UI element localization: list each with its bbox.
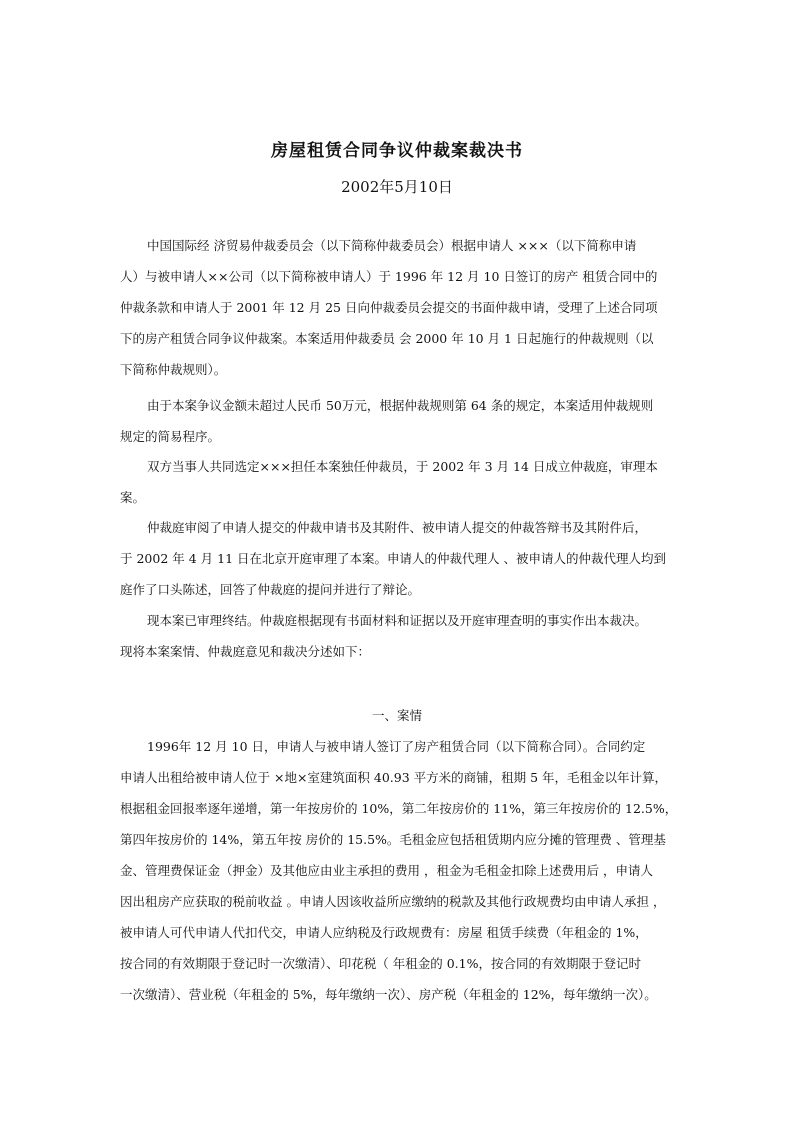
intro-line: 人）与被申请人××公司（以下简称被申请人）于 1996 年 12 月 10 日签订的房产 租赁合同中的: [120, 269, 658, 284]
case-line: 一次缴清）、营业税（年租金的 5%，每年缴纳一次）、房产税（年租金的 12%，每年缴纳一次）。: [120, 987, 657, 1002]
intro-line: 于 2002 年 4 月 11 日在北京开庭审理了本案。申请人的仲裁代理人 、被申请人的仲裁代理人均到: [120, 551, 666, 566]
intro-line: 中国国际经 济贸易仲裁委员会（以下简称仲裁委员会）根据申请人 ×××（以下简称申请: [147, 238, 637, 253]
case-line: 申请人出租给被申请人位于 ×地×室建筑面积 40.93 平方米的商铺，租期 5 年，毛租金以年计算，: [120, 770, 668, 785]
document-title: 房屋租赁合同争议仲裁案裁决书: [271, 141, 523, 161]
intro-line: 规定的简易程序。: [120, 429, 221, 444]
case-line: 因出租房产应获取的税前收益 。申请人因该收益所应缴纳的税款及其他行政规费均由申请人承担 ，: [120, 894, 666, 909]
intro-line: 庭作了口头陈述，回答了仲裁庭的提问并进行了辩论。: [120, 582, 421, 597]
case-line: 金、管理费保证金（押金）及其他应由业主承担的费用 ，租金为毛租金扣除上述费用后 ，申请人: [120, 863, 653, 878]
intro-line: 仲裁条款和申请人于 2001 年 12 月 25 日向仲裁委员会提交的书面仲裁申请，受理了上述合同项: [120, 300, 658, 315]
case-line: 按合同的有效期限于登记时一次缴清）、印花税（ 年租金的 0.1%，按合同的有效期限于登记时: [120, 956, 641, 971]
case-line: 1996年 12 月 10 日，申请人与被申请人签订了房产租赁合同（以下简称合同）。合同约定: [147, 739, 646, 754]
case-line: 根据租金回报率逐年递增，第一年按房价的 10%，第二年按房价的 11%，第三年按房价的 12.5%，: [120, 801, 678, 816]
intro-line: 由于本案争议金额未超过人民币 50万元，根据仲裁规则第 64 条的规定，本案适用仲裁规则: [147, 398, 654, 413]
case-line: 第四年按房价的 14%，第五年按 房价的 15.5%。毛租金应包括租赁期内应分摊的管理费 、管理基: [120, 832, 666, 847]
intro-line: 现本案已审理终结。仲裁庭根据现有书面材料和证据以及开庭审理查明的事实作出本裁决。: [147, 613, 648, 628]
intro-line: 双方当事人共同选定×××担任本案独任仲裁员，于 2002 年 3 月 14 日成立仲裁庭，审理本: [147, 459, 658, 474]
intro-line: 现将本案案情、仲裁庭意见和裁决分述如下：: [120, 644, 371, 659]
intro-line: 下简称仲裁规则）。: [120, 362, 227, 377]
intro-line: 案。: [120, 490, 146, 505]
intro-line: 下的房产租赁合同争议仲裁案。本案适用仲裁委员 会 2000 年 10 月 1 日起施行的仲裁规则（以: [120, 331, 654, 346]
section-heading: 一、案情: [371, 708, 422, 723]
document-date: 2002年5月10日: [341, 178, 453, 196]
intro-line: 仲裁庭审阅了申请人提交的仲裁申请书及其附件、被申请人提交的仲裁答辩书及其附件后，: [147, 520, 648, 535]
case-line: 被申请人可代申请人代扣代交，申请人应纳税及行政规费有：房屋 租赁手续费（年租金的 1%，: [120, 925, 648, 940]
